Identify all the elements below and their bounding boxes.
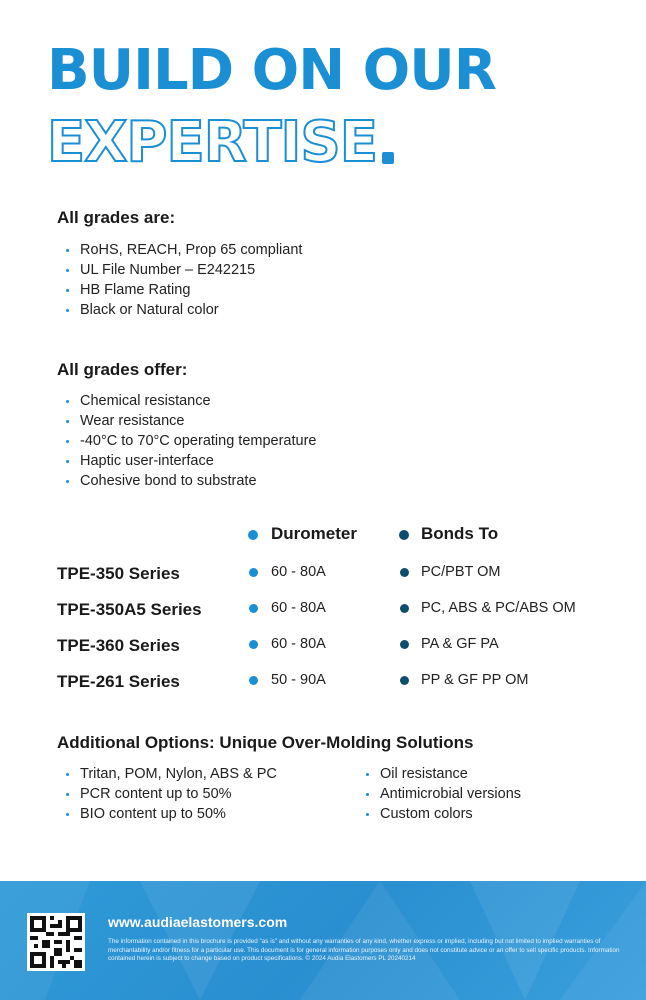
list-item: UL File Number – E242215 <box>66 260 302 280</box>
additional-options-list-1 <box>66 764 277 824</box>
list-item: Tritan, POM, Nylon, ABS & PC <box>66 764 277 784</box>
durometer-dot-icon <box>249 640 258 649</box>
bonds-to-header: Bonds To <box>421 524 499 543</box>
durometer-value: 60 - 80A <box>271 564 326 580</box>
additional-options-list-2 <box>366 764 521 824</box>
durometer-dot-icon <box>249 604 258 613</box>
durometer-value: 60 - 80A <box>271 636 326 652</box>
list-item: RoHS, REACH, Prop 65 compliant <box>66 240 302 260</box>
durometer-dot-icon <box>249 568 258 577</box>
series-name: TPE-350A5 Series <box>57 600 202 619</box>
bonds-to-dot-icon <box>400 604 409 613</box>
list-item: -40°C to 70°C operating temperature <box>66 431 316 451</box>
website-link[interactable]: www.audiaelastomers.com <box>108 914 288 930</box>
list-item: HB Flame Rating <box>66 280 302 300</box>
list-item: PCR content up to 50% <box>66 784 277 804</box>
grades-offer-title: All grades offer: <box>57 360 188 379</box>
list-item: Antimicrobial versions <box>366 784 521 804</box>
list-item: Chemical resistance <box>66 391 316 411</box>
bonds-to-value: PA & GF PA <box>421 636 499 652</box>
grades-are-title: All grades are: <box>57 208 176 227</box>
list-item: Haptic user-interface <box>66 451 316 471</box>
headline-period-dot <box>382 152 394 164</box>
durometer-dot-icon <box>248 530 258 540</box>
durometer-value: 50 - 90A <box>271 672 326 688</box>
durometer-value: 60 - 80A <box>271 600 326 616</box>
list-item: Black or Natural color <box>66 300 302 320</box>
grades-are-list <box>66 240 302 320</box>
footer-banner <box>0 881 646 1000</box>
bonds-to-dot-icon <box>400 640 409 649</box>
headline-line-2: EXPERTISE <box>47 110 377 175</box>
bonds-to-dot-icon <box>400 568 409 577</box>
list-item: BIO content up to 50% <box>66 804 277 824</box>
durometer-header: Durometer <box>271 524 357 543</box>
list-item: Wear resistance <box>66 411 316 431</box>
series-name: TPE-261 Series <box>57 672 180 691</box>
bonds-to-value: PP & GF PP OM <box>421 672 529 688</box>
qr-code-icon[interactable] <box>27 913 85 971</box>
bonds-to-value: PC/PBT OM <box>421 564 501 580</box>
list-item: Cohesive bond to substrate <box>66 471 316 491</box>
legal-disclaimer: The information contained in this brochure is provided "as is" and without any warranties of any kind, whether express or implied, including but not limited to implied warranties of merchantability and/or fitness for a particular use. This document is for general information purposes only and does not constitute advice or an offer to sell specific products. Information contained herein is subject to change based on product specifications. © 2024 Audia Elastomers PL 20240214 <box>108 938 620 963</box>
list-item: Oil resistance <box>366 764 521 784</box>
series-name: TPE-350 Series <box>57 564 180 583</box>
list-item: Custom colors <box>366 804 521 824</box>
additional-options-title: Additional Options: Unique Over-Molding Solutions <box>57 733 474 752</box>
bonds-to-value: PC, ABS & PC/ABS OM <box>421 600 576 616</box>
durometer-dot-icon <box>249 676 258 685</box>
bonds-to-dot-icon <box>400 676 409 685</box>
grades-offer-list <box>66 391 316 491</box>
series-name: TPE-360 Series <box>57 636 180 655</box>
headline-line-1: BUILD ON OUR <box>47 38 496 103</box>
bonds-to-dot-icon <box>399 530 409 540</box>
